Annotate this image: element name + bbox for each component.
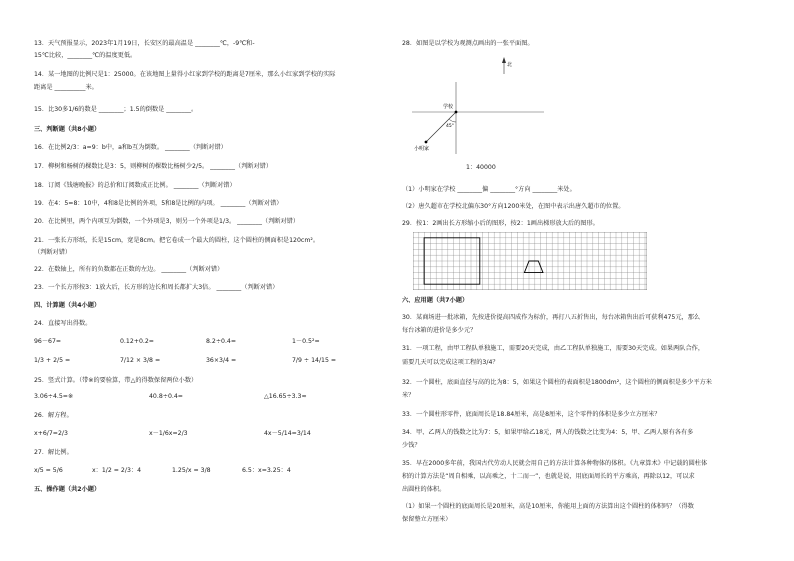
map-scale: 1：40000 — [466, 164, 496, 171]
section-5-heading: 五、操作题（共2小题） — [34, 486, 101, 493]
q27-item: 1.25/x = 3/8 — [172, 467, 211, 474]
q24-item: 8.2÷0.4= — [206, 338, 237, 345]
home-point — [425, 141, 428, 144]
home-label: 小明家 — [414, 146, 430, 152]
q25-row — [34, 393, 379, 401]
question-13-line-2: 15℃比较，________℃的温度更低。 — [34, 52, 137, 59]
school-point — [455, 111, 458, 114]
question-23: 23．一个长方形按3：1放大后，长方形的边长和周长都扩大3倍。 ________（判断对错） — [34, 284, 279, 291]
question-32-line-1: 32．一个圆柱，底面直径与高的比为8：5，如果这个圆柱的表面积是1800dm²，这个圆柱的侧面积是多少平方米 — [402, 379, 712, 386]
question-25: 25．竖式计算。（带※的要验算，带△的得数保留两位小数） — [34, 377, 198, 384]
q25-item: 40.8÷0.4= — [149, 393, 183, 400]
question-35-line-2: 积的计算方法是“周自相乘，以高乘之，十二而一”，也就是说，用底面周长的平方乘高，再除以12，可以求 — [402, 473, 695, 480]
question-34-line-1: 34．甲、乙两人的钱数之比为7：5，如果甲给乙18元，两人的钱数之比变为4：5，甲、乙两人原有各有多 — [402, 429, 694, 436]
question-18: 18．订阅《钱塘晚报》的总价和订阅数成正比例。 ________（判断对错） — [34, 182, 236, 189]
drawing-grid — [413, 232, 647, 290]
q24-item: 0.12+0.2= — [120, 338, 154, 345]
q24-row-1 — [34, 338, 378, 346]
q26-item: x－1/6x=2/3 — [149, 430, 188, 437]
q24-item: 1－0.5²= — [292, 338, 320, 345]
q27-item: x/5 = 5/6 — [34, 467, 63, 474]
q26-row — [34, 430, 379, 438]
question-31-line-1: 31．一项工程，由甲工程队单独施工，需要20天完成，由乙工程队单独施工，需要30天完成。如果两队合作， — [402, 345, 705, 352]
question-32-line-2: 米？ — [402, 392, 415, 399]
q24-item: 36×3/4 = — [206, 357, 237, 364]
q26-item: x+6/7=2/3 — [34, 430, 68, 437]
q24-item: 1/3 + 2/5 = — [34, 357, 71, 364]
question-26: 26．解方程。 — [34, 412, 73, 419]
question-21-line-2: （判断对错） — [34, 249, 72, 256]
question-20: 20．在比例里，两个内项互为倒数，一个外项是3，则另一个外项是1/3。 ________（判断对错） — [34, 218, 300, 225]
question-14-line-2: 距离是 __________米。 — [34, 84, 98, 91]
q24-item: 96－67= — [34, 338, 62, 345]
question-28: 28．如图是以学校为观测点画出的一张平面图。 — [402, 40, 534, 47]
q25-item: 3.06÷4.5=※ — [34, 393, 74, 400]
q24-item: 7/9 ÷ 14/15 = — [292, 357, 337, 364]
section-3-heading: 三、判断题（共8小题） — [34, 126, 101, 133]
angle-arc — [449, 119, 456, 122]
north-arrow — [502, 57, 512, 74]
question-35-line-1: 35．早在2000多年前，我国古代劳动人民就会用自己的方法计算各种物体的体积。《九章算术》中记载的圆柱体 — [402, 460, 708, 467]
question-35-part-1-line-2: 保留整立方厘米） — [402, 516, 452, 523]
question-35-line-3: 出圆柱的体积。 — [402, 486, 446, 493]
q27-item: 6.5：x=3.25：4 — [242, 467, 291, 474]
question-31-line-2: 需要几天可以完成这项工程的3/4？ — [402, 359, 499, 366]
q24-item: 7/12 × 3/8 = — [120, 357, 161, 364]
question-16: 16．在比例2/3：a=9：b中，a和b互为倒数。 ________（判断对错） — [34, 144, 227, 151]
question-19: 19．在4：5=8：10中，4和8是比例的外项，5和8是比例的内项。 ________（判断对错） — [34, 200, 283, 207]
question-14-line-1: 14．某一地图的比例尺是1：25000。在该地图上量得小红家到学校的距离是7厘米，那么小红家到学校的实际 — [34, 71, 336, 78]
direction-map-diagram — [404, 54, 554, 158]
question-30-line-1: 30．某商场进一批冰箱，先按进价提高四成作为标价，再打八五折售出，每台冰箱售出后可获利475元，那么 — [402, 314, 701, 321]
question-22: 22．在数轴上，所有的负数都在正数的左边。 ________（判断对错） — [34, 266, 224, 273]
question-28-part-1: （1）小明家在学校 ________偏 ________°方向 ________米处。 — [402, 186, 576, 193]
section-4-heading: 四、计算题（共4小题） — [34, 302, 101, 309]
question-29: 29．按1：2画出长方形缩小后的图形，按2：1画出梯形放大后的图形。 — [402, 220, 599, 227]
school-label: 学校 — [443, 104, 454, 110]
question-13-line-1: 13．天气预报显示，2023年1月19日，长安区的最高温是 ________℃，-9℃和- — [34, 40, 255, 47]
question-30-line-2: 每台冰箱的进价是多少元？ — [402, 327, 477, 334]
question-24: 24．直接写出得数。 — [34, 320, 92, 327]
question-27: 27．解比例。 — [34, 449, 73, 456]
q25-item: △16.65÷3.3≈ — [264, 393, 307, 400]
question-34-line-2: 少钱？ — [402, 442, 421, 449]
question-28-part-2: （2）唐久超市在学校北偏东30°方向1200米处，在图中表示出唐久超市的位置。 — [402, 203, 625, 210]
question-15: 15．比30多1/6的数是 ________；1.5的倒数是 ________。 — [34, 106, 198, 113]
q26-item: 4x－5/14=3/14 — [264, 430, 311, 437]
q24-row-2 — [34, 357, 378, 365]
q27-item: x：1/2 = 2/3：4 — [92, 467, 142, 474]
question-17: 17．柳树和杨树的棵数比是3：5，则柳树的棵数比杨树少2/5。 ________（判断对错） — [34, 163, 273, 170]
question-35-part-1-line-1: （1）如果一个圆柱的底面周长是20厘米，高是10厘米，你能用上面的方法算出这个圆柱的体积吗？（得数 — [402, 503, 694, 510]
north-label: 北 — [507, 62, 513, 68]
section-6-heading: 六、应用题（共7小题） — [402, 297, 469, 304]
q27-row — [34, 467, 322, 475]
angle-label: 45° — [446, 124, 454, 129]
question-33: 33．一个圆柱形零件，底面周长是18.84厘米，高是8厘米，这个零件的体积是多少立方厘米？ — [402, 411, 661, 418]
question-21-line-1: 21．一张长方形纸，长是15cm，宽是8cm。把它卷成一个最大的圆柱，这个圆柱的侧面积是120cm²。 — [34, 237, 320, 244]
